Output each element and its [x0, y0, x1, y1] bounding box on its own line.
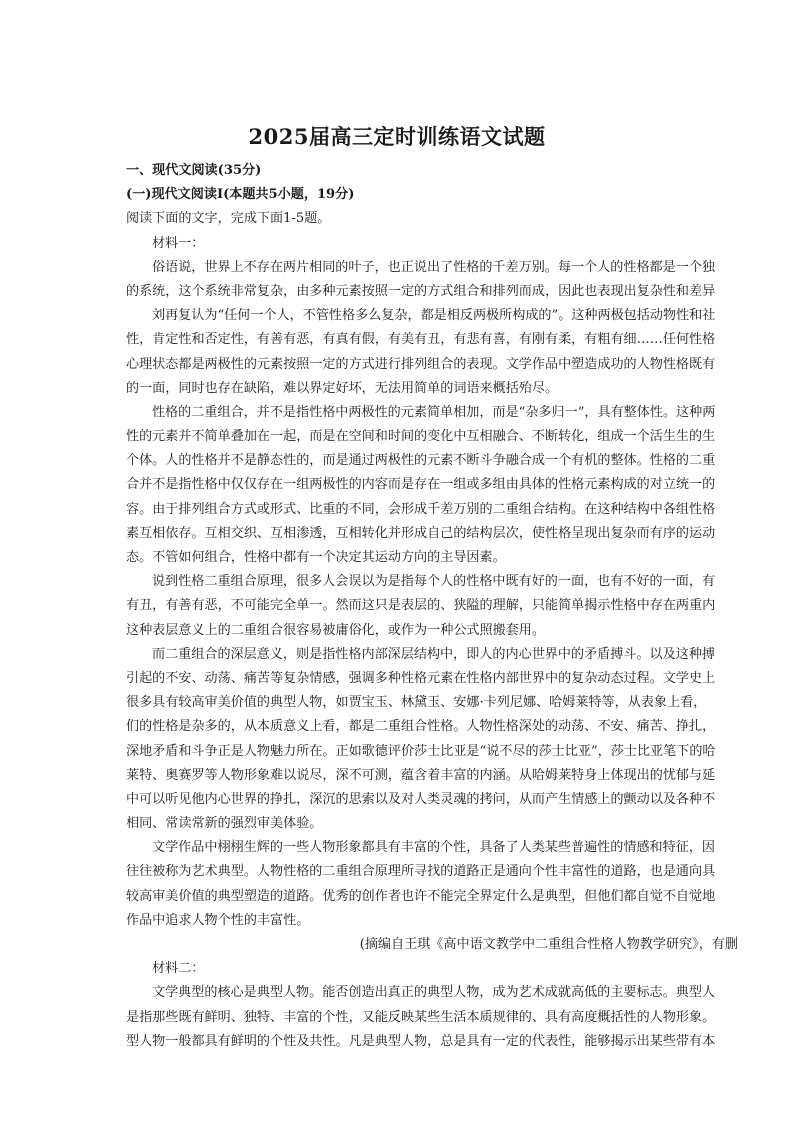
text-line: 型人物一般都具有鲜明的个性及共性。凡是典型人物，总是具有一定的代表性，能够揭示出某些带有本 [126, 1033, 716, 1049]
paragraph-2 [126, 304, 738, 401]
text-line: 态。不管如何组合，性格中都有一个决定其运动方向的主导因素。 [126, 550, 506, 565]
instruction-text: 阅读下面的文字，完成下面1-5题。 [126, 211, 331, 227]
document-body [126, 159, 738, 1054]
section-heading: 一、现代文阅读(35分) [126, 163, 262, 178]
text-line: 性格的二重组合，并不是指性格中两极性的元素简单相加，而是“杂多归一”，具有整体性。这种两 [152, 404, 716, 420]
text-line: 深地矛盾和斗争正是人物魅力所在。正如歌德评价莎士比亚是“说不尽的莎士比亚”，莎士比亚笔下的哈 [126, 743, 716, 759]
text-line: 心理状态都是两极性的元素按照一定的方式进行排列组合的表现。文学作品中塑造成功的人物性格既有 [126, 356, 716, 372]
paragraph-3 [126, 401, 738, 570]
text-line: 这种表层意义上的二重组合很容易被庸俗化，或作为一种公式照搬套用。 [126, 622, 545, 638]
text-line: 刘再复认为“任何一个人，不管性格多么复杂，都是相反两极所构成的”。这种两极包括动物性和社 [152, 308, 716, 324]
page-title: 2025届高三定时训练语文试题 [248, 124, 546, 149]
text-line: 合并不是指性格中仅仅存在一组两极性的内容而是存在一组或多组由具体的性格元素构成的对立统一的 [126, 477, 716, 493]
paragraph-material2 [126, 981, 738, 1054]
text-line: 中可以听见他内心世界的挣扎，深沉的思索以及对人类灵魂的拷问，从而产生情感上的颤动以及各种不 [126, 791, 716, 807]
paragraph-1 [126, 256, 738, 304]
text-line: 的一面，同时也存在缺陷，难以界定好坏，无法用简单的词语来概括殆尽。 [126, 380, 559, 396]
text-line: 容。由于排列组合方式或形式、比重的不同，会形成千差万别的二重组合结构。在这种结构中各组性格 [126, 501, 716, 517]
paragraph-6 [126, 836, 738, 933]
material2-label: 材料二： [152, 961, 205, 977]
text-line: 的系统，这个系统非常复杂，由多种元素按照一定的方式组合和排列而成，因此也表现出复杂性和差异 [126, 283, 716, 299]
text-line: 素互相依存。互相交织、互相渗透，互相转化并形成自己的结构层次，使性格呈现出复杂而有序的运动 [126, 525, 716, 541]
subsection-heading: (一)现代文阅读Ⅰ(本题共5小题，19分) [126, 187, 355, 203]
text-line: 莱特、奥赛罗等人物形象难以说尽，深不可测，蕴含着丰富的内涵。从哈姆莱特身上体现出的忧郁与延 [126, 767, 716, 783]
text-line: 文学作品中栩栩生辉的一些人物形象都具有丰富的个性，具备了人类某些普遍性的情感和特征，因 [152, 840, 716, 856]
text-line: 个体。人的性格并不是静态性的，而是通过两极性的元素不断斗争融合成一个有机的整体。性格的二重 [126, 453, 716, 469]
text-line: 很多具有较高审美价值的典型人物，如贾宝玉、林黛玉、安娜·卡列尼娜、哈姆莱特等，从表象上看， [126, 695, 707, 711]
text-line: 相同、常读常新的强烈审美体验。 [126, 816, 323, 832]
text-line: 往往被称为艺术典型。人物性格的二重组合原理所寻找的道路正是通向个性丰富性的道路，也是通向具 [126, 864, 716, 880]
citation: (摘编自王琪《高中语文教学中二重组合性格人物教学研究》，有删 [359, 937, 738, 952]
material1-label: 材料一： [152, 235, 205, 251]
text-line: 文学典型的核心是典型人物。能否创造出真正的典型人物，成为艺术成就高低的主要标志。典型人 [152, 985, 716, 1001]
text-line: 们的性格是杂多的，从本质意义上看，都是二重组合性格。人物性格深处的动荡、不安、痛苦、挣扎， [126, 719, 716, 735]
paragraph-5 [126, 643, 738, 837]
text-line: 性，肯定性和否定性，有善有恶，有真有假，有美有丑，有悲有喜，有刚有柔，有粗有细……任何性格 [126, 332, 716, 348]
text-line: 是指那些既有鲜明、独特、丰富的个性，又能反映某些生活本质规律的、具有高度概括性的人物形象。 [126, 1009, 716, 1025]
text-line: 有丑，有善有恶，不可能完全单一。然而这只是表层的、狭隘的理解，只能简单揭示性格中存在两重内 [126, 598, 716, 614]
text-line: 说到性格二重组合原理，很多人会误以为是指每个人的性格中既有好的一面，也有不好的一面，有 [152, 574, 716, 590]
paragraph-4 [126, 570, 738, 643]
text-line: 较高审美价值的典型塑造的道路。优秀的创作者也许不能完全界定什么是典型，但他们都自觉不自觉地 [126, 888, 716, 904]
text-line: 作品中追求人物个性的丰富性。 [126, 912, 310, 928]
text-line: 性的元素并不简单叠加在一起，而是在空间和时间的变化中互相融合、不断转化，组成一个活生生的生 [126, 429, 716, 445]
text-line: 引起的不安、动荡、痛苦等复杂情感，强调多种性格元素在性格内部世界中的复杂动态过程。文学史上 [126, 670, 716, 686]
text-line: 而二重组合的深层意义，则是指性格内部深层结构中，即人的内心世界中的矛盾搏斗。以及这种搏 [152, 646, 716, 662]
text-line: 俗语说，世界上不存在两片相同的叶子，也正说出了性格的千差万别。每一个人的性格都是一个独 [152, 259, 716, 275]
